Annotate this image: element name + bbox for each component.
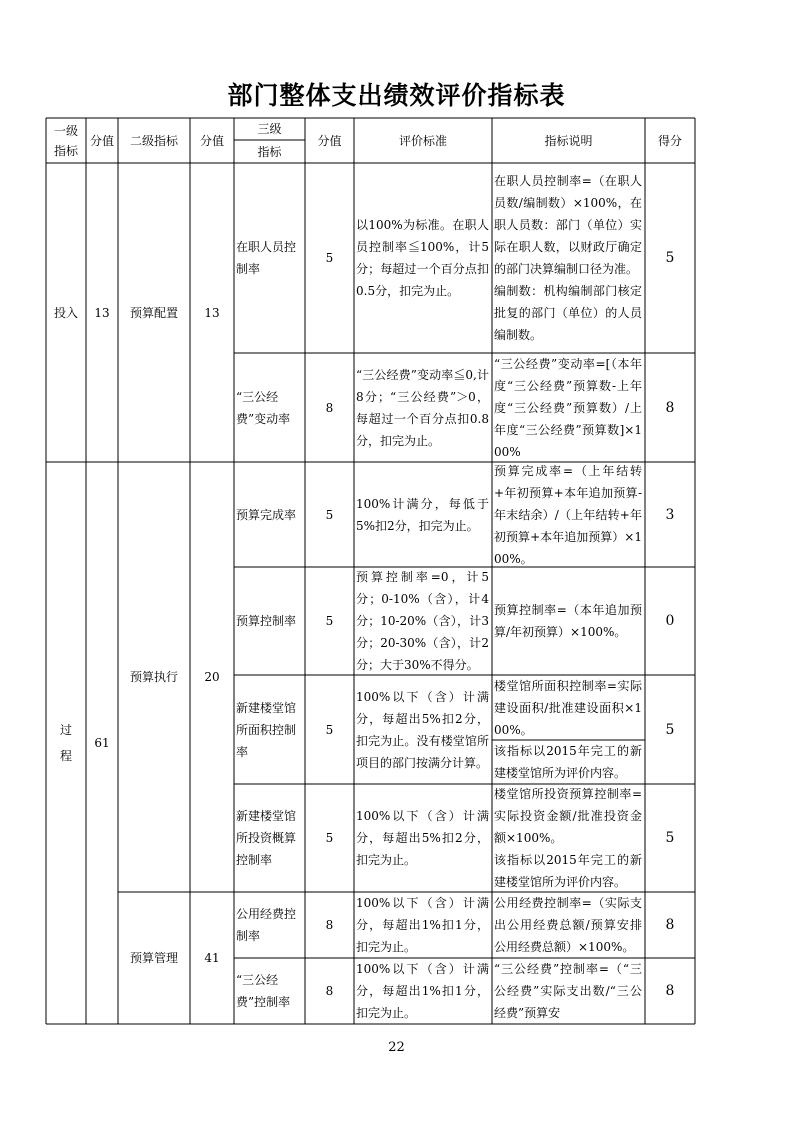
table-row-description-note: 该指标以2015年完工的新建楼堂馆所为评价内容。 bbox=[494, 744, 642, 780]
level1-input-score: 13 bbox=[94, 305, 110, 320]
table-row-criteria: 100%以下（含）计满分，每超出1%扣1分，扣完为止。 bbox=[356, 962, 489, 1020]
table-row-score: 5 bbox=[325, 614, 334, 628]
page-number: 22 bbox=[388, 1040, 405, 1055]
table-row-indicator: “三公经费”控制率 bbox=[236, 973, 291, 1009]
table-row-description: 楼堂馆所面积控制率=实际建设面积/批准建设面积×100%。 bbox=[494, 678, 642, 737]
table-row-description: “三公经费”变动率=[（本年度“三公经费”预算数-上年度“三公经费”预算数）/上年度“三公经费”预算数]×100% bbox=[494, 356, 642, 459]
table-row-indicator: “三公经费”变动率 bbox=[236, 389, 291, 426]
header-level1: 一级 指标 bbox=[53, 123, 78, 158]
table-row-indicator: 在职人员控制率 bbox=[236, 240, 297, 276]
header-criteria: 评价标准 bbox=[398, 133, 447, 148]
table-row-description: 在职人员控制率=（在职人员数/编制数）×100%，在职人员数：部门（单位）实际在职人数，以财政厅确定的部门决算编制口径为准。 编制数：机构编制部门核定批复的部门（单位）的人员编制数。 bbox=[494, 174, 642, 342]
level2-budget-management-score: 41 bbox=[204, 951, 220, 965]
table-row-description: “三公经费”控制率=（“三公经费”实际支出数/“三公经费”预算安 bbox=[494, 962, 642, 1020]
table-row-score: 8 bbox=[325, 918, 334, 932]
table-row-description: 公用经费控制率=（实际支出公用经费总额/预算安排公用经费总额）×100%。 bbox=[494, 896, 642, 954]
table-row-score: 5 bbox=[325, 251, 334, 265]
table-row-criteria: 预算控制率=0，计5分；0-10%（含），计4分；10-20%（含），计3分；20-30%（含），计2分；大于30%不得分。 bbox=[356, 570, 489, 672]
header-description: 指标说明 bbox=[544, 133, 593, 148]
table-row-criteria: 100%计满分，每低于5%扣2分，扣完为止。 bbox=[356, 496, 489, 533]
table-row-indicator: 新建楼堂馆所面积控制率 bbox=[236, 700, 297, 759]
table-row-result: 8 bbox=[665, 917, 675, 933]
table-row-result: 3 bbox=[665, 506, 675, 523]
page-title: 部门整体支出绩效评价指标表 bbox=[227, 81, 566, 110]
level2-budget-execution-score: 20 bbox=[204, 670, 220, 684]
header-level2: 二级指标 bbox=[129, 133, 178, 148]
table-row-result: 5 bbox=[665, 250, 675, 266]
table-row-indicator: 新建楼堂馆所投资概算控制率 bbox=[236, 809, 297, 867]
header-score2: 分值 bbox=[199, 133, 224, 148]
header-score1: 分值 bbox=[89, 133, 114, 148]
table-row-description: 预算控制率=（本年追加预算/年初预算）×100%。 bbox=[494, 603, 642, 639]
table-row-indicator: 预算完成率 bbox=[236, 507, 297, 522]
level2-budget-allocation-score: 13 bbox=[204, 305, 220, 320]
level1-input: 投入 bbox=[53, 305, 78, 320]
table-row-result: 8 bbox=[665, 983, 675, 999]
table-row-result: 5 bbox=[665, 830, 675, 846]
table-row-result: 0 bbox=[665, 613, 675, 629]
table-row-score: 8 bbox=[325, 984, 334, 998]
table-row-indicator: 公用经费控制率 bbox=[236, 907, 297, 943]
table-row-criteria: 100%以下（含）计满分，每超出1%扣1分，扣完为止。 bbox=[356, 896, 489, 954]
header-level3-top: 三级 bbox=[257, 122, 282, 136]
header-result: 得分 bbox=[657, 133, 682, 148]
table-row-indicator: 预算控制率 bbox=[236, 614, 297, 628]
level2-budget-management: 预算管理 bbox=[129, 951, 178, 965]
table-row-score: 5 bbox=[325, 722, 334, 737]
level1-process: 过程 bbox=[59, 723, 72, 763]
table-row-score: 8 bbox=[325, 400, 334, 415]
header-score3: 分值 bbox=[317, 133, 342, 148]
header-level3-bottom: 指标 bbox=[257, 144, 282, 159]
level1-process-score: 61 bbox=[94, 736, 110, 750]
table-row-score: 5 bbox=[325, 507, 334, 522]
level2-budget-execution: 预算执行 bbox=[129, 670, 178, 684]
table-row-description: 楼堂馆所投资预算控制率=实际投资金额/批准投资金额×100%。 该指标以2015年完工的新建楼堂馆所为评价内容。 bbox=[494, 787, 642, 889]
table-row-criteria: 100%以下（含）计满分，每超出5%扣2分，扣完为止。 bbox=[356, 809, 489, 867]
table-row-score: 5 bbox=[325, 831, 334, 845]
table-row-criteria: “三公经费”变动率≦0,计8分；“三公经费”＞0，每超过一个百分点扣0.8分，扣完为止。 bbox=[356, 367, 489, 448]
table-row-result: 8 bbox=[665, 399, 675, 416]
table-row-criteria: 100%以下（含）计满分，每超出5%扣2分，扣完为止。没有楼堂馆所项目的部门按满分计算。 bbox=[356, 689, 489, 770]
table-row-criteria: 以100%为标准。在职人员控制率≦100%，计5分；每超过一个百分点扣0.5分，扣完为止。 bbox=[356, 218, 489, 298]
level2-budget-allocation: 预算配置 bbox=[129, 305, 178, 320]
table-row-description: 预算完成率=（上年结转+年初预算+本年追加预算-年末结余）/（上年结转+年初预算+本年追加预算）×100%。 bbox=[494, 463, 642, 566]
table-row-result: 5 bbox=[665, 721, 675, 738]
